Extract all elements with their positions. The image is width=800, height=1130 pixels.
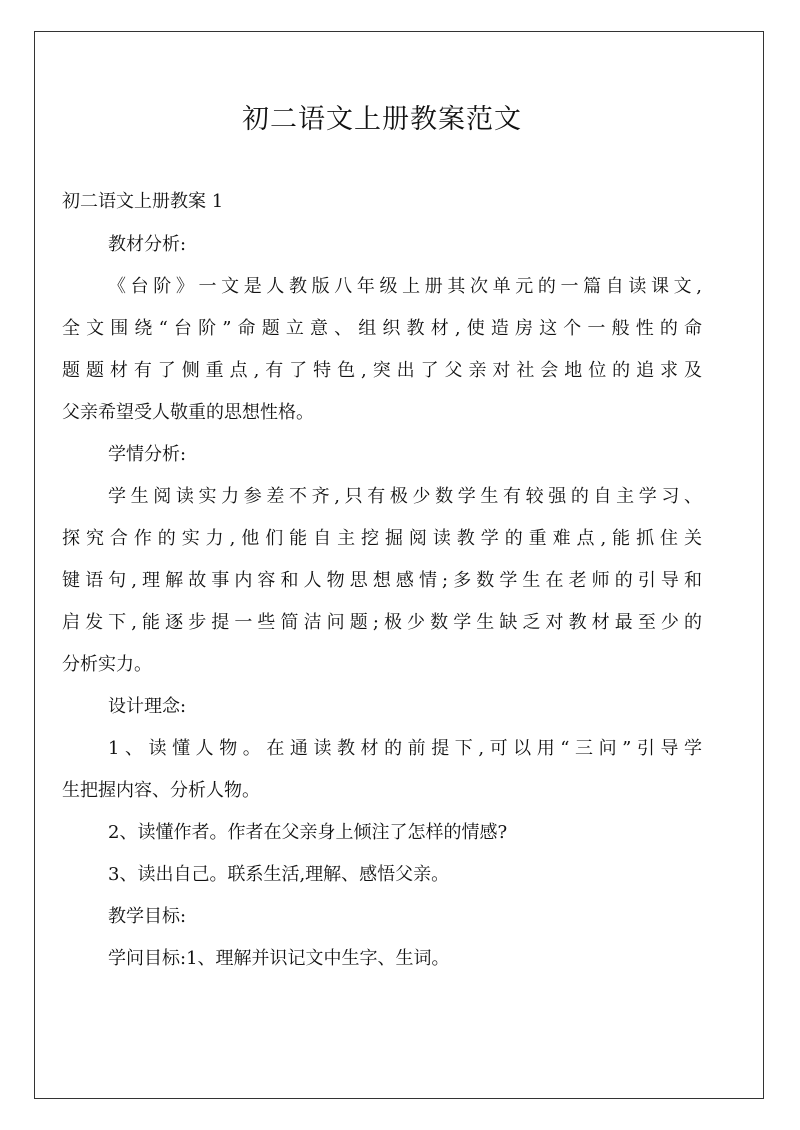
heading-materials-analysis: 教材分析: [108, 234, 187, 255]
paragraph-line: 《台阶》一文是人教版八年级上册其次单元的一篇自读课文, [108, 276, 702, 297]
paragraph-line: 分析实力。 [62, 654, 152, 675]
paragraph-line: 生把握内容、分析人物。 [62, 780, 260, 801]
heading-student-analysis: 学情分析: [108, 444, 187, 465]
paragraph-line: 2、读懂作者。作者在父亲身上倾注了怎样的情感? [108, 822, 508, 843]
paragraph-line: 学问目标:1、理解并识记文中生字、生词。 [108, 948, 450, 969]
document-title: 初二语文上册教案范文 [242, 104, 522, 135]
heading-teaching-goals: 教学目标: [108, 906, 187, 927]
paragraph-line: 题题材有了侧重点,有了特色,突出了父亲对社会地位的追求及 [62, 360, 702, 381]
section-heading: 初二语文上册教案 1 [62, 191, 224, 212]
paragraph-line: 1、读懂人物。在通读教材的前提下,可以用“三问”引导学 [108, 738, 702, 759]
paragraph-line: 探究合作的实力,他们能自主挖掘阅读教学的重难点,能抓住关 [62, 528, 702, 549]
paragraph-line: 3、读出自己。联系生活,理解、感悟父亲。 [108, 864, 450, 885]
paragraph-line: 父亲希望受人敬重的思想性格。 [62, 402, 314, 423]
paragraph-line: 学生阅读实力参差不齐,只有极少数学生有较强的自主学习、 [108, 486, 702, 507]
heading-design-concept: 设计理念: [108, 696, 187, 717]
paragraph-line: 启发下,能逐步提一些简洁问题;极少数学生缺乏对教材最至少的 [62, 612, 702, 633]
paragraph-line: 键语句,理解故事内容和人物思想感情;多数学生在老师的引导和 [62, 570, 702, 591]
paragraph-line: 全文围绕“台阶”命题立意、组织教材,使造房这个一般性的命 [62, 318, 702, 339]
